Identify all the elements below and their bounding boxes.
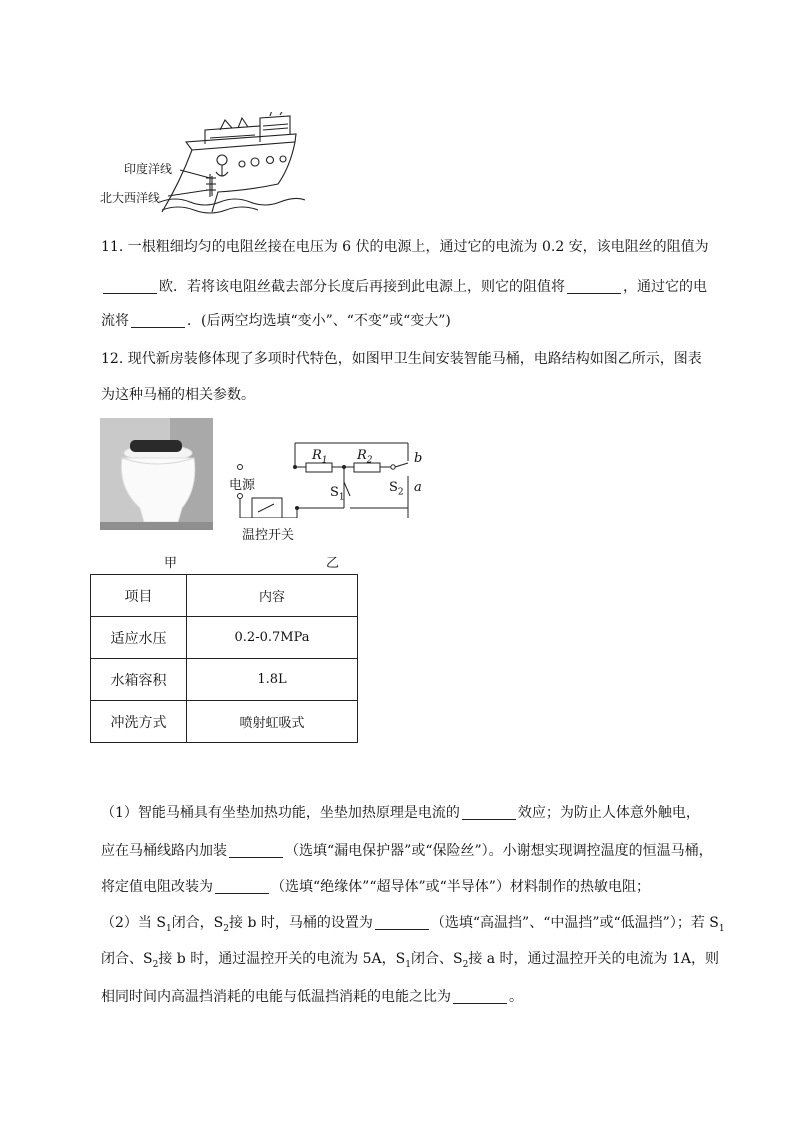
part2-line3: [101, 986, 523, 1006]
table-header-cell: 内容: [187, 575, 358, 617]
s1-subscript: 1: [338, 492, 345, 503]
table-header-row: [91, 575, 358, 617]
table-cell: 喷射虹吸式: [187, 701, 358, 743]
answer-blank[interactable]: [103, 279, 157, 294]
table-cell: 冲洗方式: [91, 701, 187, 743]
s2-label: [389, 480, 404, 498]
table-cell: 水箱容积: [91, 659, 187, 701]
toilet-photo: [100, 418, 213, 530]
subscript: 1: [165, 923, 172, 934]
r1-label: [312, 448, 328, 466]
subscript: 2: [152, 959, 159, 970]
part2-text-2d: 接 a 时，通过温控开关的电流为 1A，则: [468, 951, 720, 967]
power-source-label: 电源: [229, 478, 256, 493]
part1-text-2b: （选填“漏电保护器”或“保险丝”）。小谢想实现调控温度的恒温马桶，: [285, 843, 713, 859]
terminal-b-label: b: [414, 451, 423, 466]
q12-line2: [101, 384, 255, 404]
q12-text-2: 为这种马桶的相关参数。: [101, 387, 255, 403]
r1-letter: R: [312, 448, 322, 463]
indian-ocean-label: 印度洋线: [124, 162, 173, 176]
subscript: 1: [405, 959, 411, 970]
part2-text-1b: 闭合，S: [171, 915, 224, 931]
part2-text-1a: （2）当 S: [101, 915, 166, 931]
table-row: [91, 701, 358, 743]
part1-line3: [101, 876, 650, 896]
q11-line3: [101, 310, 451, 330]
r2-label: [357, 448, 373, 466]
circuit-diagram: [228, 436, 428, 518]
subscript: 1: [718, 923, 725, 934]
temp-switch-label: 温控开关: [242, 528, 295, 543]
part2-text-3a: 相同时间内高温挡消耗的电能与低温挡消耗的电能之比为: [101, 989, 451, 1005]
answer-blank[interactable]: [567, 279, 621, 294]
part1-text-1b: 效应；为防止人体意外触电，: [517, 805, 700, 821]
r2-subscript: 2: [366, 455, 373, 466]
table-cell: 1.8L: [187, 659, 358, 701]
q11-text-2a: 欧．若将该电阻丝截去部分长度后再接到此电源上，则它的阻值将: [159, 279, 565, 295]
part2-text-1d: （选填“高温挡”、“中温挡”或“低温挡”）；若 S: [430, 915, 719, 931]
q12-line1: [101, 348, 702, 368]
answer-blank[interactable]: [462, 805, 516, 820]
answer-blank[interactable]: [229, 843, 283, 858]
part2-text-2c: 闭合、S: [410, 951, 463, 967]
s1-letter: S: [330, 485, 339, 500]
q11-line1: [101, 236, 709, 256]
caption-jia: 甲: [164, 556, 178, 571]
part2-line2: [101, 948, 719, 970]
part2-text-1c: 接 b 时，马桶的设置为: [229, 915, 373, 931]
q12-text-1: 12. 现代新房装修体现了多项时代特色，如图甲卫生间安装智能马桶，电路结构如图乙所示，图表: [101, 351, 702, 367]
part1-text-2a: 应在马桶线路内加装: [101, 843, 227, 859]
part1-line2: [101, 840, 713, 860]
part2-line1: [101, 912, 725, 934]
table-row: [91, 659, 358, 701]
part2-text-2b: 接 b 时，通过温控开关的电流为 5A，S: [158, 951, 406, 967]
table-cell: 0.2-0.7MPa: [187, 617, 358, 659]
part2-text-3b: 。: [509, 989, 523, 1005]
q11-text-1: 11. 一根粗细均匀的电阻丝接在电压为 6 伏的电源上，通过它的电流为 0.2 安，该电阻丝的阻值为: [101, 239, 709, 255]
q11-text-2b: ，通过它的电: [623, 279, 707, 295]
part1-text-1a: （1）智能马桶具有坐垫加热功能，坐垫加热原理是电流的: [101, 805, 460, 821]
part1-text-3a: 将定值电阻改装为: [101, 879, 213, 895]
answer-blank[interactable]: [215, 879, 269, 894]
r1-subscript: 1: [321, 455, 328, 466]
table-header-cell: 项目: [91, 575, 187, 617]
subscript: 2: [462, 959, 469, 970]
answer-blank[interactable]: [375, 915, 429, 930]
terminal-a-label: a: [414, 480, 422, 495]
q11-line2: [101, 276, 707, 296]
q11-text-3a: 流将: [101, 313, 129, 329]
part1-text-3b: （选填“绝缘体”“超导体”或“半导体”）材料制作的热敏电阻；: [271, 879, 650, 895]
answer-blank[interactable]: [453, 989, 507, 1004]
s2-letter: S: [389, 480, 398, 495]
q11-text-3b: ．(后两空均选填“变小”、“不变”或“变大”): [187, 313, 451, 329]
table-row: [91, 617, 358, 659]
part2-text-2a: 闭合、S: [101, 951, 153, 967]
toilet-illustration: [100, 418, 213, 530]
part1-line1: [101, 802, 700, 822]
answer-blank[interactable]: [131, 313, 185, 328]
caption-yi: 乙: [326, 556, 340, 571]
table-cell: 适应水压: [91, 617, 187, 659]
parameters-table: [90, 574, 358, 743]
north-atlantic-label: 北大西洋线: [100, 191, 161, 205]
s2-subscript: 2: [397, 487, 404, 498]
r2-letter: R: [357, 448, 367, 463]
subscript: 2: [223, 923, 230, 934]
s1-label: [330, 485, 345, 503]
